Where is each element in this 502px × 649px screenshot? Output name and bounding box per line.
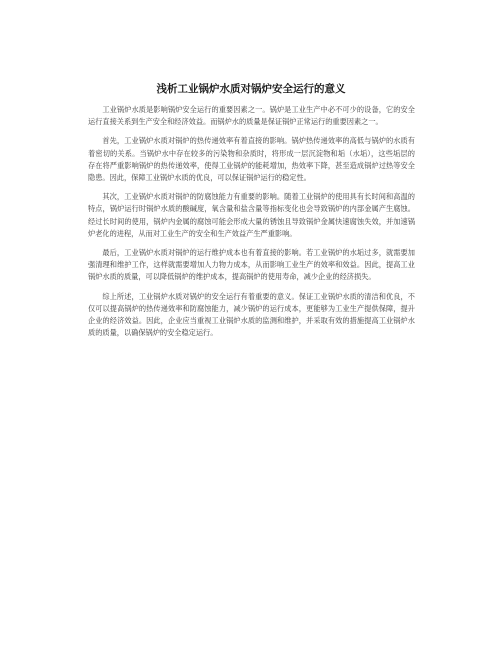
paragraph-conclusion: 综上所述，工业锅炉水质对锅炉的安全运行有着重要的意义。保证工业锅炉水质的清洁和优良，不仅可以提高锅炉的热传递效率和防腐蚀能力，减少锅炉的运行成本，更能够为工业生产提供保障，提升企业的经济效益。因此，企业应当重视工业锅炉水质的监测和维护，并采取有效的措施提高工业锅炉水质的质量，以确保锅炉的安全稳定运行。 (88, 291, 415, 338)
document-title: 浅析工业锅炉水质对锅炉安全运行的意义 (156, 83, 346, 95)
paragraph-corrosion: 其次，工业锅炉水质对锅炉的防腐蚀能力有重要的影响。随着工业锅炉的使用具有长时间和高温的特点，锅炉运行时锅炉水质的酸碱度，氧含量和盐含量等指标变化也会导致锅炉的内部金属产生腐蚀。经过长时间的使用，锅炉内金属的腐蚀可能会形成大量的锈蚀且导致锅炉金属快速腐蚀失效，并加速锅炉老化的进程，从而对工业生产的安全和生产效益产生严重影响。 (88, 192, 415, 238)
paragraph-intro: 工业锅炉水质是影响锅炉安全运行的重要因素之一。锅炉是工业生产中必不可少的设备，它的安全运行直接关系到生产安全和经济效益。而锅炉水的质量是保证锅炉正常运行的重要因素之一。 (88, 105, 415, 127)
paragraph-heat-transfer: 首先，工业锅炉水质对锅炉的热传递效率有着直接的影响。锅炉热传递效率的高低与锅炉的水质有着密切的关系。当锅炉水中存在较多的污染物和杂质时，将形成一层沉淀物和垢（水垢），这些垢层的存在将严重影响锅炉的热传递效率，使得工业锅炉的能耗增加，热效率下降，甚至造成锅炉过热等安全隐患。因此，保障工业锅炉水质的优良，可以保证锅炉运行的稳定性。 (88, 136, 415, 183)
paragraph-maintenance-cost: 最后，工业锅炉水质对锅炉的运行维护成本也有着直接的影响。若工业锅炉的水垢过多，就需要加强清理和维护工作，这样就需要增加人力物力成本，从而影响工业生产的效率和效益。因此，提高工业锅炉水质的质量，可以降低锅炉的维护成本，提高锅炉的使用寿命，减少企业的经济损失。 (88, 248, 415, 282)
document-body (88, 104, 415, 346)
